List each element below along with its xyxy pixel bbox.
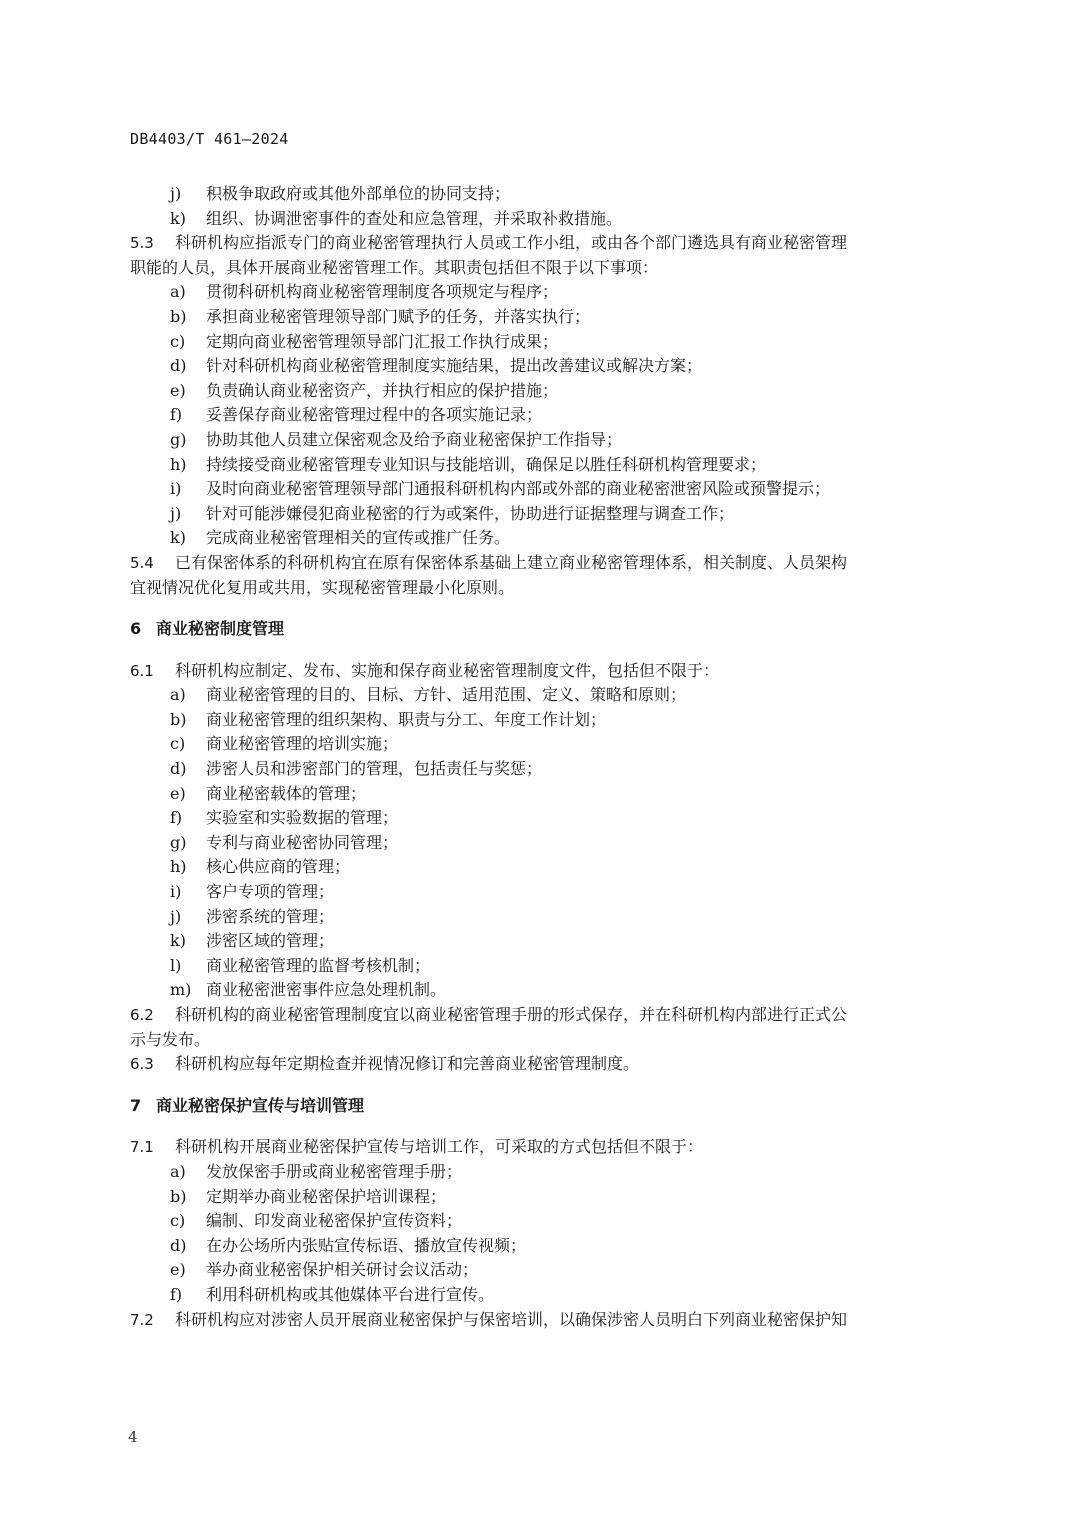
- clause-number: 7.2: [130, 1310, 154, 1329]
- clause-number: 5.3: [130, 234, 154, 253]
- list-item-label: e): [170, 783, 186, 803]
- list-item-text: 商业秘密泄密事件应急处理机制。: [206, 980, 447, 1000]
- clause: [130, 551, 980, 576]
- clause-continuation: [130, 576, 980, 601]
- list-item: [130, 732, 980, 757]
- list-item-label: c): [170, 734, 186, 754]
- list-item: [130, 1258, 980, 1283]
- list-item-label: d): [170, 759, 187, 779]
- list-item: [130, 929, 980, 954]
- list-item-label: a): [170, 685, 186, 705]
- list-item-label: e): [170, 1260, 186, 1280]
- list-item-label: d): [170, 356, 187, 376]
- list-item-text: 商业秘密载体的管理；: [206, 783, 367, 803]
- list-item-label: b): [170, 306, 187, 326]
- list-item-label: a): [170, 1161, 186, 1181]
- section-number: 7: [130, 1095, 142, 1115]
- list-item-text: 涉密系统的管理；: [206, 906, 335, 926]
- list-item-text: 在办公场所内张贴宣传标语、播放宣传视频；: [206, 1235, 527, 1255]
- list-item: [130, 453, 980, 478]
- list-item-label: k): [170, 931, 186, 951]
- list-item-label: l): [170, 955, 182, 975]
- section-title: 商业秘密制度管理: [156, 619, 285, 639]
- clause-continuation: [130, 1028, 980, 1053]
- list-item: [130, 280, 980, 305]
- list-item: [130, 182, 980, 207]
- list-item-label: c): [170, 1211, 186, 1231]
- list-item-label: m): [170, 980, 192, 1000]
- list-item: [130, 683, 980, 708]
- list-item: [130, 305, 980, 330]
- list-item-label: b): [170, 1186, 187, 1206]
- document-code: DB4403/T 461—2024: [130, 130, 289, 148]
- list-item-text: 积极争取政府或其他外部单位的协同支持；: [206, 184, 511, 203]
- clause-text: 科研机构开展商业秘密保护宣传与培训工作，可采取的方式包括但不限于：: [175, 1137, 704, 1157]
- list-item: [130, 477, 980, 502]
- clause-text: 科研机构的商业秘密管理制度宜以商业秘密管理手册的形式保存，并在科研机构内部进行正式公: [175, 1005, 848, 1024]
- list-item-text: 核心供应商的管理；: [206, 857, 351, 877]
- clause-text: 已有保密体系的科研机构宜在原有保密体系基础上建立商业秘密管理体系，相关制度、人员架构: [175, 552, 848, 572]
- list-item: [130, 428, 980, 453]
- clause-number: 7.1: [130, 1138, 154, 1157]
- list-item-label: k): [170, 208, 186, 228]
- list-item-text: 商业秘密管理的组织架构、职责与分工、年度工作计划；: [206, 709, 607, 729]
- list-item: [130, 806, 980, 831]
- list-item-text: 涉密区域的管理；: [206, 931, 335, 951]
- list-item: [130, 526, 980, 551]
- list-item-text: 组织、协调泄密事件的查处和应急管理，并采取补救措施。: [206, 208, 623, 228]
- list-item-label: k): [170, 528, 186, 548]
- list-item-text: 专利与商业秘密协同管理；: [206, 832, 399, 852]
- list-item-text: 针对科研机构商业秘密管理制度实施结果，提出改善建议或解决方案；: [206, 356, 703, 376]
- list-item-text: 及时向商业秘密管理领导部门通报科研机构内部或外部的商业秘密泄密风险或预警提示；: [206, 479, 831, 499]
- list-item-label: a): [170, 282, 186, 302]
- list-item-text: 定期举办商业秘密保护培训课程；: [206, 1186, 447, 1206]
- list-item-text: 承担商业秘密管理领导部门赋予的任务，并落实执行；: [206, 306, 591, 326]
- clause: [130, 1135, 980, 1160]
- list-item-text: 商业秘密管理的目的、目标、方针、适用范围、定义、策略和原则；: [206, 685, 687, 705]
- list-item-text: 完成商业秘密管理相关的宣传或推广任务。: [206, 528, 511, 548]
- clause-continuation-text: 宜视情况优化复用或共用，实现秘密管理最小化原则。: [130, 577, 515, 597]
- list-item-text: 商业秘密管理的培训实施；: [206, 734, 399, 754]
- list-item-label: f): [170, 1284, 183, 1304]
- clause: [130, 231, 980, 256]
- list-item-text: 举办商业秘密保护相关研讨会议活动；: [206, 1260, 479, 1280]
- clause-continuation: [130, 256, 980, 281]
- list-item: [130, 782, 980, 807]
- clause: [130, 1003, 980, 1028]
- list-item-text: 定期向商业秘密管理领导部门汇报工作执行成果；: [206, 331, 559, 351]
- section-number: 6: [130, 619, 142, 639]
- list-item-text: 利用科研机构或其他媒体平台进行宣传。: [206, 1284, 495, 1304]
- list-item: [130, 757, 980, 782]
- clause: [130, 1308, 980, 1333]
- list-item-label: g): [170, 429, 187, 449]
- list-item: [130, 855, 980, 880]
- list-item-text: 持续接受商业秘密管理专业知识与技能培训，确保足以胜任科研机构管理要求；: [206, 454, 767, 474]
- list-item-label: c): [170, 331, 186, 351]
- list-item: [130, 708, 980, 733]
- clause-number: 6.2: [130, 1006, 154, 1024]
- list-item: [130, 354, 980, 379]
- clause-continuation-text: 示与发布。: [130, 1029, 211, 1049]
- section-heading: [130, 617, 980, 642]
- clause-text: 科研机构应每年定期检查并视情况修订和完善商业秘密管理制度。: [175, 1054, 640, 1074]
- list-item-text: 客户专项的管理；: [206, 882, 335, 902]
- list-item-text: 编制、印发商业秘密保护宣传资料；: [206, 1211, 463, 1231]
- list-item: [130, 880, 980, 905]
- list-item-label: h): [170, 857, 187, 877]
- list-item-label: h): [170, 454, 187, 474]
- list-item-text: 负责确认商业秘密资产，并执行相应的保护措施；: [206, 380, 559, 400]
- list-item: [130, 1185, 980, 1210]
- list-item-text: 实验室和实验数据的管理；: [206, 808, 399, 828]
- list-item-label: b): [170, 709, 187, 729]
- list-item: [130, 1234, 980, 1259]
- list-item-text: 商业秘密管理的监督考核机制；: [206, 955, 431, 975]
- list-item: [130, 379, 980, 404]
- list-item-label: j): [170, 184, 182, 203]
- list-item: [130, 1160, 980, 1185]
- list-item-text: 针对可能涉嫌侵犯商业秘密的行为或案件，协助进行证据整理与调查工作；: [206, 503, 735, 523]
- list-item-label: j): [170, 906, 182, 926]
- clause-text: 科研机构应对涉密人员开展商业秘密保护与保密培训，以确保涉密人员明白下列商业秘密保护知: [175, 1309, 848, 1329]
- list-item: [130, 403, 980, 428]
- document-body: [130, 182, 980, 1332]
- list-item-text: 妥善保存商业秘密管理过程中的各项实施记录；: [206, 405, 543, 425]
- list-item: [130, 831, 980, 856]
- section-heading: [130, 1094, 980, 1119]
- clause-number: 6.3: [130, 1055, 154, 1074]
- list-item: [130, 1209, 980, 1234]
- clause-text: 科研机构应指派专门的商业秘密管理执行人员或工作小组，或由各个部门遴选具有商业秘密管理: [175, 233, 848, 253]
- list-item-label: e): [170, 380, 186, 400]
- list-item-label: i): [170, 882, 182, 902]
- list-item-label: g): [170, 832, 187, 852]
- clause-number: 5.4: [130, 553, 154, 572]
- list-item: [130, 1283, 980, 1308]
- clause-continuation-text: 职能的人员，具体开展商业秘密管理工作。其职责包括但不限于以下事项：: [130, 257, 659, 277]
- list-item: [130, 330, 980, 355]
- list-item: [130, 502, 980, 527]
- page-number: 4: [128, 1428, 138, 1446]
- section-title: 商业秘密保护宣传与培训管理: [156, 1095, 365, 1115]
- clause-text: 科研机构应制定、发布、实施和保存商业秘密管理制度文件，包括但不限于：: [175, 660, 720, 680]
- list-item: [130, 954, 980, 979]
- list-item-label: d): [170, 1235, 187, 1255]
- list-item-label: f): [170, 808, 183, 828]
- list-item-text: 发放保密手册或商业秘密管理手册；: [206, 1161, 463, 1181]
- clause: [130, 1052, 980, 1077]
- list-item-text: 涉密人员和涉密部门的管理，包括责任与奖惩；: [206, 759, 543, 779]
- list-item-label: j): [170, 503, 182, 523]
- list-item-label: i): [170, 479, 182, 499]
- list-item: [130, 905, 980, 930]
- clause: [130, 659, 980, 684]
- list-item-label: f): [170, 405, 183, 425]
- list-item-text: 协助其他人员建立保密观念及给予商业秘密保护工作指导；: [206, 429, 623, 449]
- list-item: [130, 207, 980, 232]
- list-item: [130, 978, 980, 1003]
- clause-number: 6.1: [130, 661, 154, 680]
- list-item-text: 贯彻科研机构商业秘密管理制度各项规定与程序；: [206, 282, 559, 302]
